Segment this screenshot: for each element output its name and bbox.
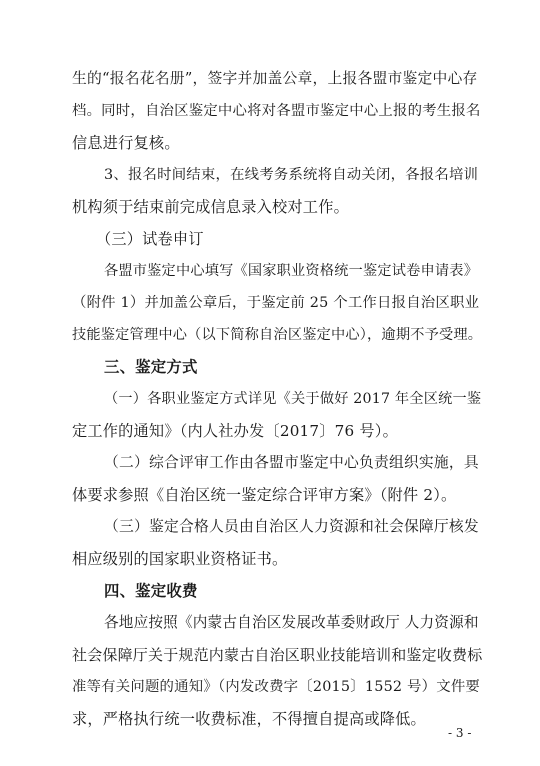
body-text-line: 准等有关问题的通知》（内发改费字〔2015〕1552 号）文件要 bbox=[72, 679, 481, 695]
body-text-line: 定工作的通知》（内人社办发〔2017〕76 号）。 bbox=[72, 422, 398, 440]
section-heading: 三、鉴定方式 bbox=[104, 358, 198, 376]
body-text-line: 体要求参照《自治区统一鉴定综合评审方案》（附件 2）。 bbox=[72, 486, 457, 504]
body-text-line: 各地应按照《内蒙古自治区发展改革委财政厅 人力资源和 bbox=[104, 614, 479, 631]
body-text-line: 相应级别的国家职业资格证书。 bbox=[72, 550, 288, 568]
subsection-heading: （三）试卷申订 bbox=[96, 230, 204, 248]
body-text-line: 各盟市鉴定中心填写《国家职业资格统一鉴定试卷申请表》 bbox=[104, 263, 479, 279]
page-number: - 3 - bbox=[448, 726, 472, 740]
body-text-line: 档。同时，自治区鉴定中心将对各盟市鉴定中心上报的考生报名 bbox=[72, 103, 481, 119]
body-text-line: （附件 1）并加盖公章后，于鉴定前 25 个工作日报自治区职业 bbox=[72, 295, 480, 311]
body-text-line: 信息进行复核。 bbox=[72, 134, 180, 152]
body-text-line: 3、报名时间结束，在线考务系统将自动关闭，各报名培训 bbox=[104, 167, 479, 183]
body-text-line: 求，严格执行统一收费标准，不得擅自提高或降低。 bbox=[72, 710, 426, 728]
body-text-line: （一）各职业鉴定方式详见《关于做好 2017 年全区统一鉴 bbox=[104, 391, 482, 407]
body-text-line: （二）综合评审工作由各盟市鉴定中心负责组织实施，具 bbox=[104, 454, 479, 471]
body-text-line: 社会保障厅关于规范内蒙古自治区职业技能培训和鉴定收费标 bbox=[72, 646, 483, 664]
body-text-line: 机构须于结束前完成信息录入校对工作。 bbox=[72, 198, 349, 216]
body-text-line: （三）鉴定合格人员由自治区人力资源和社会保障厅核发 bbox=[104, 518, 479, 535]
section-heading: 四、鉴定收费 bbox=[104, 582, 198, 600]
body-text-line: 生的“报名花名册”，签字并加盖公章，上报各盟市鉴定中心存 bbox=[72, 70, 478, 87]
body-text-line: 技能鉴定管理中心（以下简称自治区鉴定中心），逾期不予受理。 bbox=[72, 327, 483, 343]
